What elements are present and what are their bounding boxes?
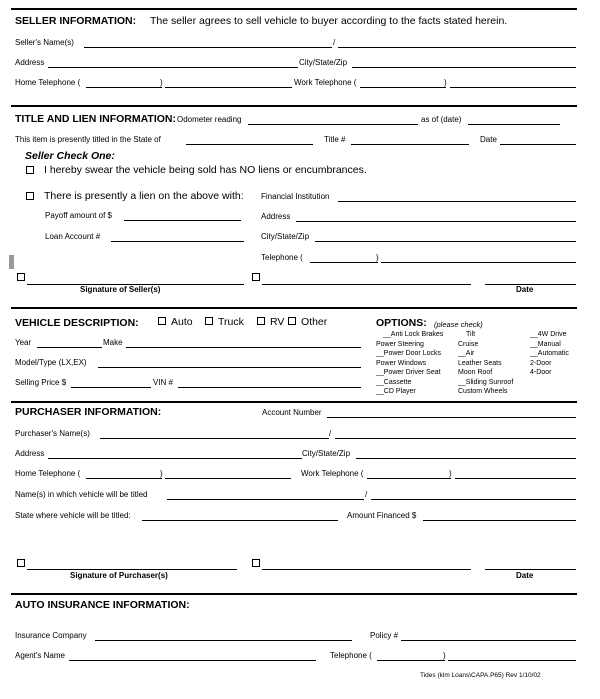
option-cassette[interactable]: __Cassette	[376, 379, 412, 386]
options-heading: OPTIONS:	[376, 317, 427, 329]
purchaser-city-field[interactable]	[356, 458, 576, 459]
option-power-door-locks[interactable]: __Power Door Locks	[376, 350, 441, 357]
lien-tel-area-field[interactable]	[310, 262, 378, 263]
lien-text: There is presently a lien on the above with:	[44, 190, 244, 202]
as-of-label: as of (date)	[421, 115, 462, 124]
vin-field[interactable]	[178, 387, 361, 388]
odometer-field[interactable]	[248, 124, 418, 125]
purchaser-address-label: Address	[15, 449, 45, 458]
type-truck-label: Truck	[218, 316, 244, 328]
title-heading: TITLE AND LIEN INFORMATION:	[15, 113, 176, 125]
seller-work-area-field[interactable]	[360, 87, 446, 88]
account-label: Account Number	[262, 408, 322, 417]
insurance-tel-area-field[interactable]	[377, 660, 445, 661]
option-cd-player[interactable]: __CD Player	[376, 388, 416, 395]
purchaser-home-tel-field[interactable]	[165, 478, 291, 479]
policy-label: Policy #	[370, 631, 399, 640]
year-label: Year	[15, 338, 32, 347]
purchaser-home-area-field[interactable]	[86, 478, 162, 479]
titled-state-label: This item is presently titled in the State of	[15, 135, 161, 144]
seller-name2-field[interactable]	[338, 47, 576, 48]
type-auto-label: Auto	[171, 316, 193, 328]
model-field[interactable]	[98, 367, 361, 368]
name-separator: /	[365, 490, 368, 499]
option-power-driver-seat[interactable]: __Power Driver Seat	[376, 369, 441, 376]
purchaser-work-tel-field[interactable]	[455, 478, 576, 479]
seller-home-tel-label: Home Telephone (	[15, 78, 81, 87]
margin-mark	[9, 255, 14, 269]
lien-tel-label: Telephone (	[261, 253, 303, 262]
seller-city-field[interactable]	[352, 67, 576, 68]
fin-inst-label: Financial Institution	[261, 192, 330, 201]
options-note: (please check)	[434, 320, 483, 329]
seller-address-field[interactable]	[48, 67, 298, 68]
agent-field[interactable]	[69, 660, 316, 661]
policy-field[interactable]	[401, 640, 576, 641]
title-no-label: Title #	[324, 135, 346, 144]
seller-city-label: City/State/Zip	[299, 58, 348, 67]
purchaser-name1-field[interactable]	[100, 438, 329, 439]
paren: )	[160, 469, 163, 478]
as-of-field[interactable]	[468, 124, 560, 125]
purchaser-sig-checkbox-2[interactable]	[252, 559, 260, 567]
footer-ref: Tides (klm Loans\CAPA.P65) Rev 1/10/02	[420, 672, 541, 679]
purchaser-sig-caption: Signature of Purchaser(s)	[70, 571, 168, 580]
vin-label: VIN #	[153, 378, 174, 387]
paren: )	[376, 253, 379, 262]
option-automatic[interactable]: __Automatic	[530, 350, 569, 357]
titled-name1-field[interactable]	[167, 499, 364, 500]
company-label: Insurance Company	[15, 631, 87, 640]
title-no-field[interactable]	[351, 144, 469, 145]
account-field[interactable]	[327, 417, 576, 418]
option-tilt[interactable]: Tilt	[466, 331, 476, 338]
option-2-door[interactable]: 2-Door	[530, 360, 552, 367]
purchaser-names-label: Purchaser's Name(s)	[15, 429, 90, 438]
titled-name2-field[interactable]	[371, 499, 576, 500]
lien-address-field[interactable]	[296, 221, 576, 222]
seller-name1-field[interactable]	[84, 47, 332, 48]
lien-address-label: Address	[261, 212, 291, 221]
option-manual[interactable]: __Manual	[530, 341, 561, 348]
seller-address-label: Address	[15, 58, 45, 67]
company-field[interactable]	[95, 640, 352, 641]
option-air[interactable]: __Air	[458, 350, 475, 357]
option-anti-lock[interactable]: __Anti Lock Brakes	[383, 331, 444, 338]
financed-label: Amount Financed $	[347, 511, 417, 520]
paren: )	[444, 78, 447, 87]
loan-account-field[interactable]	[111, 241, 244, 242]
check-one-label: Seller Check One:	[25, 150, 115, 162]
purchaser-work-area-field[interactable]	[367, 478, 451, 479]
title-state-field[interactable]	[142, 520, 338, 521]
insurance-heading: AUTO INSURANCE INFORMATION:	[15, 599, 190, 611]
price-label: Selling Price $	[15, 378, 67, 387]
financed-field[interactable]	[423, 520, 576, 521]
seller-sig-caption: Signature of Seller(s)	[80, 285, 161, 294]
option-cruise[interactable]: Cruise	[458, 341, 479, 348]
option-sliding-sunroof[interactable]: __Sliding Sunroof	[458, 379, 514, 386]
title-date-field[interactable]	[500, 144, 576, 145]
option-power-steering[interactable]: Power Steering	[376, 341, 424, 348]
make-field[interactable]	[126, 347, 361, 348]
seller-date-caption: Date	[516, 285, 534, 294]
seller-work-tel-label: Work Telephone (	[294, 78, 357, 87]
fin-inst-field[interactable]	[338, 201, 576, 202]
seller-names-label: Seller's Name(s)	[15, 38, 74, 47]
option-power-windows[interactable]: Power Windows	[376, 360, 427, 367]
titled-state-field[interactable]	[186, 144, 313, 145]
type-truck-checkbox[interactable]	[205, 317, 213, 325]
name-separator: /	[333, 38, 336, 47]
payoff-label: Payoff amount of $	[45, 211, 113, 220]
purchaser-signature-2-field[interactable]	[262, 569, 471, 570]
payoff-field[interactable]	[124, 220, 241, 221]
seller-sig-checkbox-1[interactable]	[17, 273, 25, 281]
lien-tel-field[interactable]	[381, 262, 576, 263]
seller-work-tel-field[interactable]	[450, 87, 576, 88]
type-rv-checkbox[interactable]	[257, 317, 265, 325]
type-other-checkbox[interactable]	[288, 317, 296, 325]
no-liens-checkbox[interactable]	[26, 166, 34, 174]
rule-vehicle	[11, 307, 577, 309]
purchaser-sig-date-field[interactable]	[485, 569, 576, 570]
rule-purchaser	[11, 401, 577, 403]
paren: )	[449, 469, 452, 478]
purchaser-sig-checkbox-1[interactable]	[17, 559, 25, 567]
lien-city-label: City/State/Zip	[261, 232, 310, 241]
option-4w-drive[interactable]: __4W Drive	[530, 331, 567, 338]
year-field[interactable]	[37, 347, 102, 348]
seller-home-area-field[interactable]	[86, 87, 162, 88]
option-4-door[interactable]: 4-Door	[530, 369, 552, 376]
type-other-label: Other	[301, 316, 328, 328]
option-leather-seats[interactable]: Leather Seats	[458, 360, 502, 367]
purchaser-heading: PURCHASER INFORMATION:	[15, 406, 162, 418]
insurance-tel-label: Telephone (	[330, 651, 372, 660]
agent-label: Agent's Name	[15, 651, 65, 660]
purchaser-date-caption: Date	[516, 571, 534, 580]
price-field[interactable]	[71, 387, 151, 388]
vehicle-heading: VEHICLE DESCRIPTION:	[15, 317, 139, 329]
name-separator: /	[329, 429, 332, 438]
lien-checkbox[interactable]	[26, 192, 34, 200]
title-date-label: Date	[480, 135, 497, 144]
paren: )	[443, 651, 446, 660]
rule-insurance	[11, 593, 577, 595]
make-label: Make	[103, 338, 123, 347]
type-rv-label: RV	[270, 316, 285, 328]
seller-heading: SELLER INFORMATION:	[15, 15, 137, 27]
option-moon-roof[interactable]: Moon Roof	[458, 369, 493, 376]
rule-top	[11, 8, 577, 10]
titled-names-label: Name(s) in which vehicle will be titled	[15, 490, 148, 499]
seller-statement: The seller agrees to sell vehicle to buyer according to the facts stated herein.	[150, 15, 508, 27]
purchaser-signature-field[interactable]	[27, 569, 237, 570]
lien-city-field[interactable]	[315, 241, 576, 242]
seller-sig-checkbox-2[interactable]	[252, 273, 260, 281]
purchaser-name2-field[interactable]	[335, 438, 576, 439]
purchaser-work-tel-label: Work Telephone (	[301, 469, 364, 478]
insurance-tel-field[interactable]	[448, 660, 576, 661]
paren: )	[160, 78, 163, 87]
seller-home-tel-field[interactable]	[165, 87, 292, 88]
model-label: Model/Type (LX,EX)	[15, 358, 87, 367]
title-state-label: State where vehicle will be titled:	[15, 511, 131, 520]
purchaser-city-label: City/State/Zip	[302, 449, 351, 458]
odometer-label: Odometer reading	[177, 115, 242, 124]
no-liens-text: I hereby swear the vehicle being sold has NO liens or encumbrances.	[44, 164, 367, 176]
seller-signature-2-field[interactable]	[262, 284, 471, 285]
option-custom-wheels[interactable]: Custom Wheels	[458, 388, 508, 395]
purchaser-home-tel-label: Home Telephone (	[15, 469, 81, 478]
purchaser-address-field[interactable]	[48, 458, 302, 459]
type-auto-checkbox[interactable]	[158, 317, 166, 325]
rule-title	[11, 105, 577, 107]
loan-account-label: Loan Account #	[45, 232, 101, 241]
